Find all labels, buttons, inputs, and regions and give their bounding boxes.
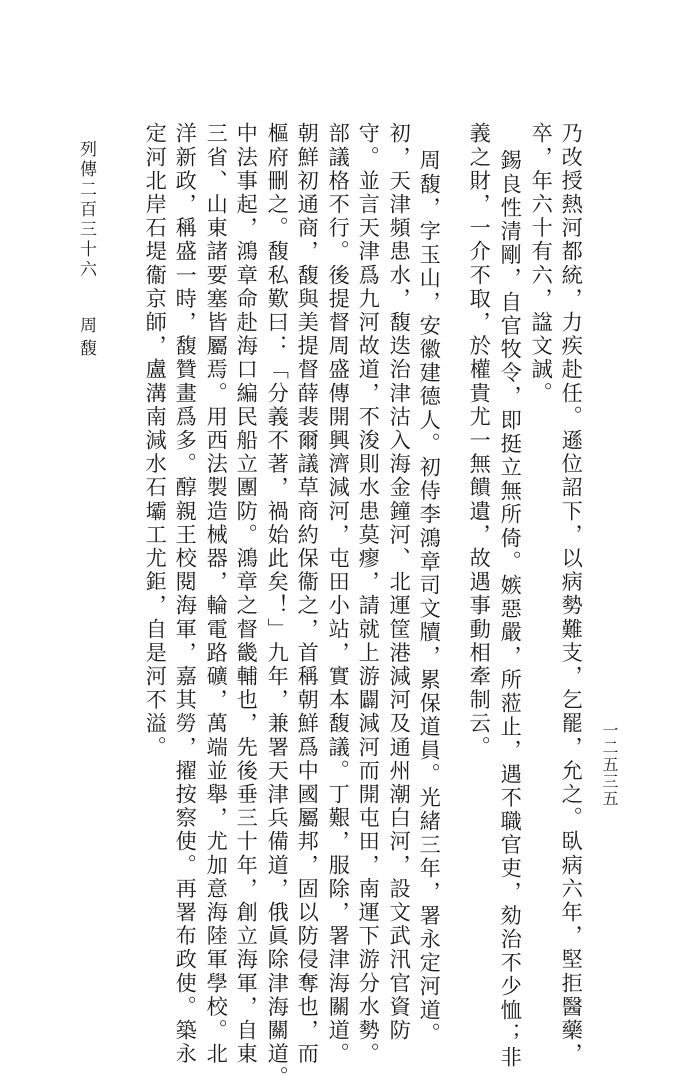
text-column: 中法事起，鴻章命赴海口編民船立團防。鴻章之督畿輔也，先後垂三十年，創立海軍，自東 (234, 122, 260, 1066)
text-column: 部議格不行。後提督周盛傳開興濟減河，屯田小站，實本馥議。丁艱，服除，署津海關道。 (326, 122, 352, 1066)
text-column: 樞府刪之。馥私歎曰：「分義不著，禍始此矣！」九年，兼署天津兵備道，俄眞除津海關道。 (265, 122, 291, 1090)
text-column: 洋新政，稱盛一時，馥贊畫爲多。醇親王校閱海軍，嘉其勞，擢按察使。再署布政使。築永 (173, 122, 199, 1066)
text-column: 卒，年六十有六，諡文誠。 (529, 122, 555, 406)
text-column: 初，天津頻患水，馥迭治津沽入海金鐘河、北運筐港減河及通州潮白河，設文武汛官資防 (387, 122, 413, 1043)
text-column: 義之財，一介不取，於權貴尤一無饋遺，故遇事動相牽制云。 (467, 122, 493, 760)
text-column: 定河北岸石堤衞京師，盧溝南減水石壩工尤鉅，自是河不溢。 (143, 122, 169, 760)
text-column: 三省、山東諸要塞皆屬焉。用西法製造械器，輪電路礦，萬端並舉，尤加意海陸軍學校。北 (204, 122, 230, 1066)
running-header-name: 周馥 (76, 316, 96, 362)
text-column: 乃改授熱河都統，力疾赴任。遜位詔下，以病勢難支，乞罷，允之。臥病六年，堅拒醫藥， (559, 122, 585, 1066)
text-column: 周馥，字玉山，安徽建德人。初侍李鴻章司文牘，累保道員。光緒三年，署永定河道。 (417, 149, 443, 1046)
running-header-volume: 列傳二百三十六 (76, 140, 96, 280)
text-column: 守。並言天津爲九河故道，不浚則水患莫瘳，請就上游闢減河而開屯田，南運下游分水勢。 (356, 122, 382, 1066)
text-column: 錫良性清剛，自官牧令，即挺立無所倚。嫉惡嚴，所蒞止，遇不職官吏，劾治不少恤；非 (498, 149, 524, 1070)
page-number: 一二五三五 (600, 722, 619, 807)
text-column: 朝鮮初通商，馥與美提督薛裴爾議草商約保衞之，首稱朝鮮爲中國屬邦，固以防侵奪也，而 (295, 122, 321, 1066)
